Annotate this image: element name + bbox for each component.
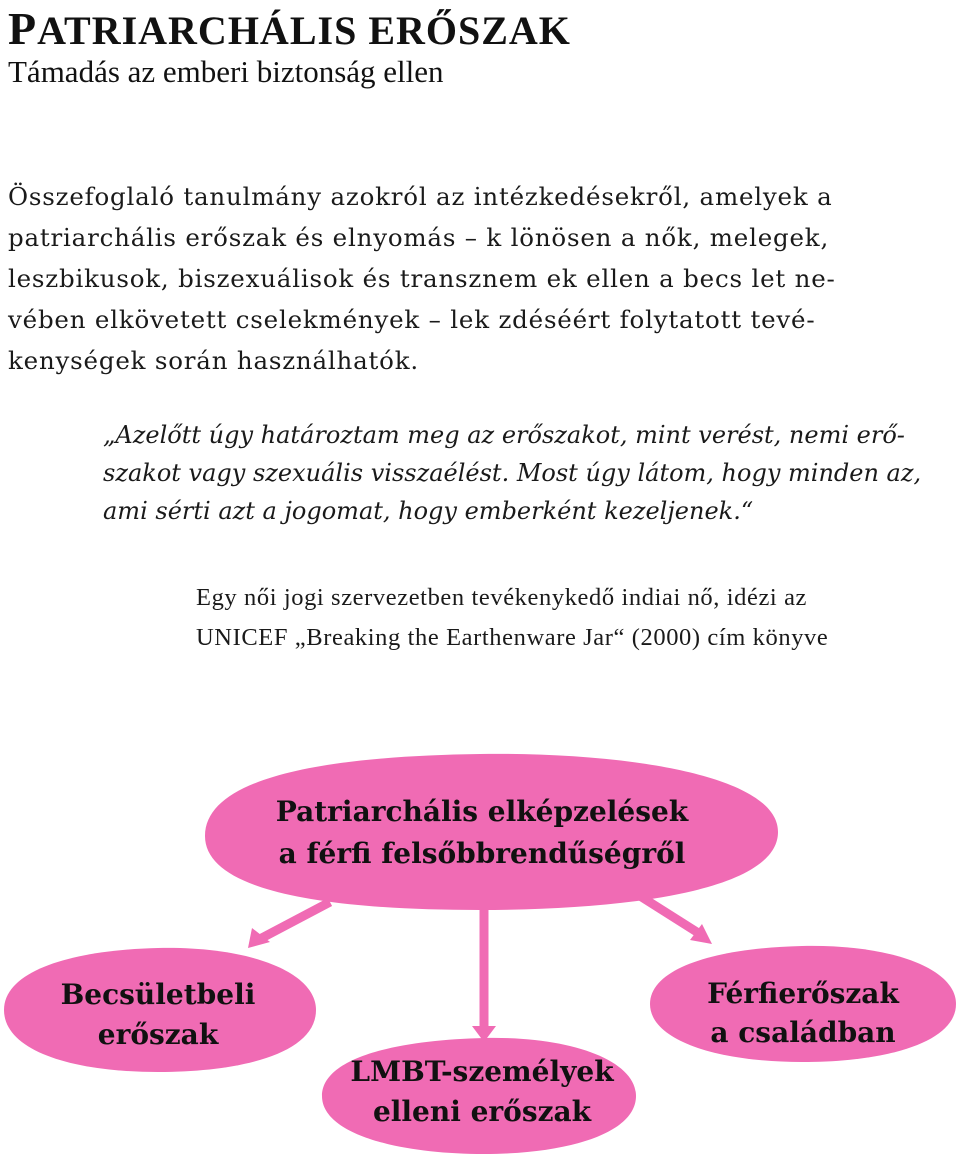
node-root-line2: a férfi felsőbbrendűségről: [278, 837, 686, 870]
title-rest: ATRIARCHÁLIS ERŐSZAK: [37, 8, 571, 53]
node-middle: [322, 1038, 636, 1154]
page-title: [8, 2, 571, 55]
page-subtitle: Támadás az emberi biztonság ellen: [8, 54, 444, 89]
node-middle-line1: LMBT-személyek: [350, 1055, 614, 1088]
arrow-to-left: [258, 902, 330, 940]
quote-line: szakot vagy szexuális visszaélést. Most úgy látom, hogy minden az,: [103, 459, 922, 487]
title-initial: P: [8, 3, 38, 54]
node-root-shape: [205, 754, 778, 910]
node-right: [650, 946, 956, 1062]
node-root-line1: Patriarchális elképzelések: [275, 795, 689, 828]
summary-paragraph: [8, 176, 954, 381]
node-middle-line2: elleni erőszak: [372, 1095, 592, 1128]
quote-block: [103, 416, 953, 530]
concept-diagram: [0, 740, 960, 1157]
node-left: [4, 948, 316, 1072]
attribution-line: Egy női jogi szervezetben tevékenykedő indiai nő, idézi az: [196, 584, 808, 611]
node-left-line1: Becsületbeli: [60, 978, 256, 1011]
node-left-line2: erőszak: [97, 1018, 219, 1051]
summary-line: patriarchális erőszak és elnyomás – k lönösen a nők, melegek,: [8, 223, 830, 252]
node-right-line1: Férfierőszak: [707, 977, 899, 1010]
quote-line: ami sérti azt a jogomat, hogy emberként kezeljenek.“: [103, 497, 754, 525]
summary-line: kenységek során használhatók.: [8, 346, 419, 375]
diagram-arrows: [248, 896, 712, 1042]
quote-line: „Azelőtt úgy határoztam meg az erőszakot, mint verést, nemi erő-: [103, 421, 905, 449]
node-right-line2: a családban: [710, 1016, 896, 1049]
summary-line: Összefoglaló tanulmány azokról az intézkedésekről, amelyek a: [8, 182, 833, 211]
node-root: [205, 754, 778, 910]
attribution-line: UNICEF „Breaking the Earthenware Jar“ (2000) cím könyve: [196, 624, 829, 651]
arrow-to-right: [640, 896, 700, 934]
summary-line: leszbikusok, biszexuálisok és transznem ek ellen a becs let ne-: [8, 264, 836, 293]
quote-attribution: [196, 578, 956, 658]
summary-line: vében elkövetett cselekmények – lek zdéséért folytatott tevé-: [8, 305, 816, 334]
